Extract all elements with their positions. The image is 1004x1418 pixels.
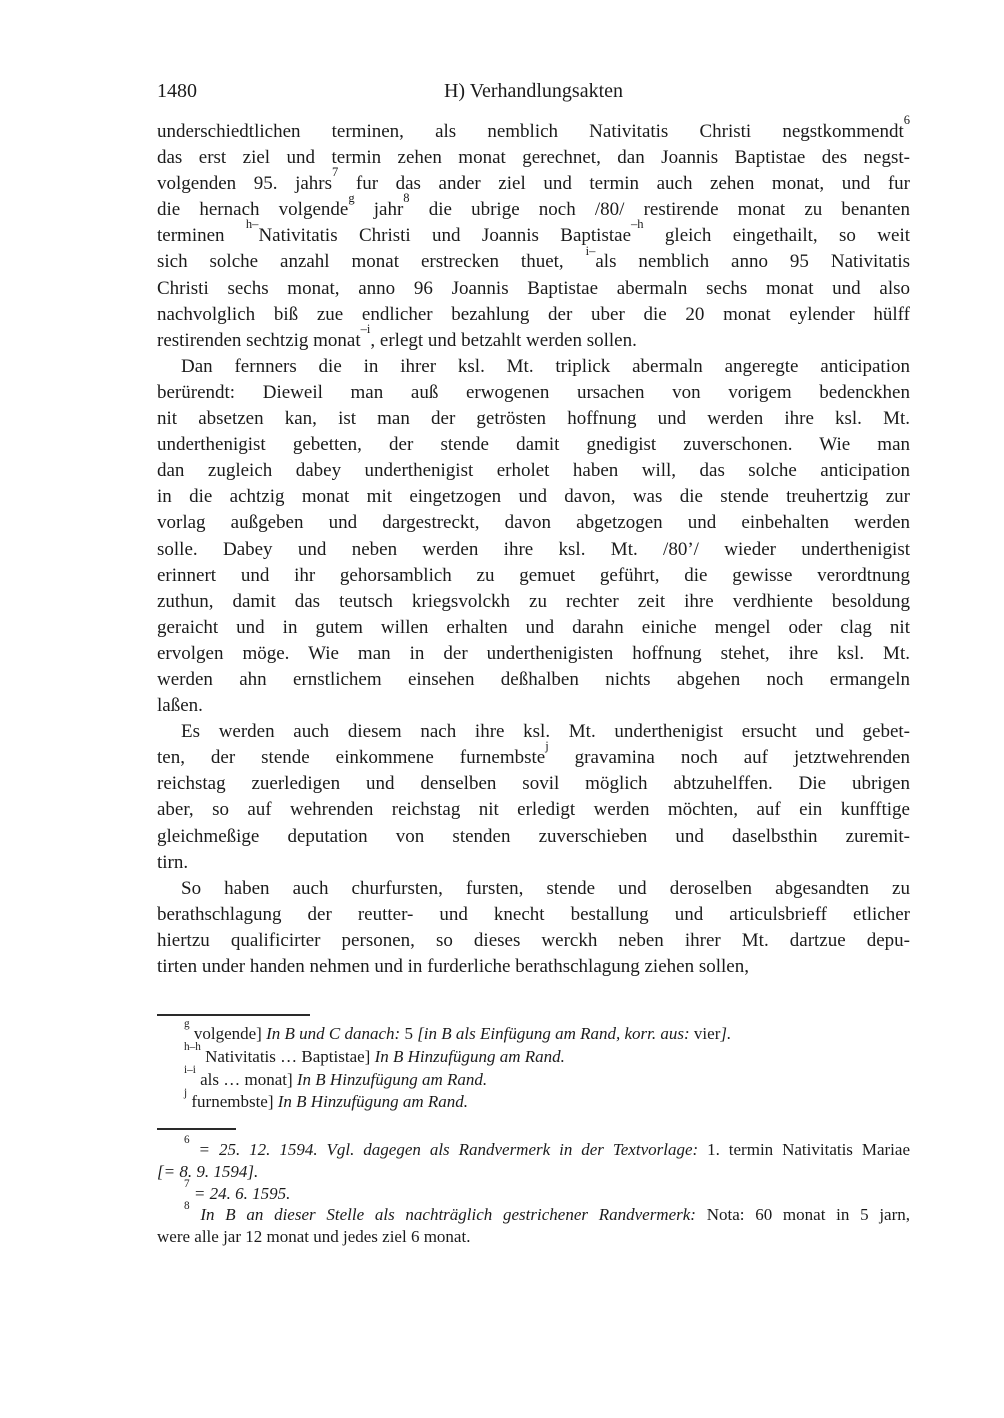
superscript-note-mark: –h	[631, 217, 644, 232]
superscript-note-mark: 6	[184, 1134, 190, 1147]
text-segment: tirten under handen nehmen und in furderliche berathschlagung ziehen sollen,	[157, 956, 749, 977]
superscript-note-mark: g	[184, 1018, 190, 1031]
text-segment: als … monat]	[195, 1069, 297, 1089]
text-segment: Es werden auch diesem nach ihre ksl. Mt. underthenigist ersucht und gebet-	[181, 721, 910, 743]
text-line	[157, 380, 910, 406]
text-segment: were alle jar 12 monat und jedes ziel 6 monat.	[157, 1227, 471, 1247]
text-line	[157, 432, 910, 458]
text-segment: terminen	[157, 225, 246, 247]
text-segment: geraicht und in gutem willen erhalten und darahn einiche mengel oder clag nit	[157, 616, 910, 638]
text-line	[157, 1134, 910, 1161]
superscript-note-mark: 8	[403, 191, 410, 206]
footnote-separator	[157, 1014, 310, 1016]
footnotes-commentary	[157, 1134, 911, 1248]
text-segment: gleich eingethailt, so weit	[643, 225, 910, 247]
running-header: H) Verhandlungsakten	[443, 80, 624, 102]
italic-text: In B an dieser Stelle als nachträglich gestrichener Randvermerk:	[200, 1205, 696, 1225]
text-segment: Nota: 60 monat in 5 jarn,	[695, 1205, 911, 1225]
superscript-note-mark: h–h	[184, 1041, 201, 1054]
italic-text: = 24. 6. 1595.	[193, 1183, 291, 1203]
text-segment: Nativitatis … Baptistae]	[200, 1046, 375, 1066]
text-segment	[190, 1205, 201, 1224]
text-segment: Nativitatis Christi und Joannis Baptistae	[258, 225, 632, 247]
text-line	[157, 719, 910, 745]
text-segment: nachvolglich biß zue endlicher bezahlung der uber die 20 monat eylender hülff	[157, 303, 910, 325]
text-segment: in die achtzig monat mit eingetzogen und davon, was die stende treuhertzig zur	[157, 486, 910, 508]
text-segment: laßen.	[157, 695, 203, 717]
text-segment: 5	[400, 1024, 418, 1043]
text-segment: erinnert und ihr gehorsamblich zu gemuet geführt, die gewisse verordtnung	[157, 564, 910, 586]
body-text	[157, 113, 911, 980]
text-segment: volgenden 95. jahrs	[157, 173, 333, 195]
text-line	[157, 243, 911, 275]
text-segment: solle. Dabey und neben werden ihre ksl. Mt. /80’/ wieder underthenigist	[157, 538, 910, 560]
text-line	[157, 954, 910, 980]
text-line	[157, 771, 910, 797]
text-segment: die hernach volgende	[157, 199, 349, 221]
italic-text: [in B als Einfügung am Rand, korr. aus:	[417, 1024, 690, 1043]
text-segment: hiertzu qualificirter personen, so dieses werckh neben ihrer Mt. dartzue depu-	[157, 929, 910, 951]
text-segment: Dan fernners die in ihrer ksl. Mt. triplick abermaln angeregte anticipation	[181, 355, 910, 377]
text-line	[157, 1086, 910, 1114]
italic-text: ].	[720, 1024, 732, 1043]
text-line	[157, 1161, 910, 1183]
text-line	[157, 276, 910, 302]
text-segment: reichstag zuerledigen und denselben sovil möglich abtzuhelffen. Die ubrigen	[157, 773, 910, 795]
superscript-note-mark: 6	[903, 113, 910, 128]
text-segment: vier	[689, 1024, 721, 1043]
text-segment: ervolgen möge. Wie man in der underthenigisten hoffnung stehet, ihre ksl. Mt.	[157, 642, 910, 664]
text-line	[157, 589, 910, 615]
text-segment: werden ahn ernstlichem einsehen deßhalben nichts abgehen noch ermangeln	[157, 668, 910, 690]
text-segment: 1. termin Nativitatis Mariae	[698, 1140, 910, 1159]
text-segment: das erst ziel und termin zehen monat gerechnet, dan Joannis Baptistae des negst-	[157, 147, 910, 169]
superscript-note-mark: 8	[184, 1199, 190, 1212]
text-segment: zuthun, damit das teutsch kriegsvolckh zu rechter zeit ihre verdhiente besoldung	[157, 590, 910, 612]
text-line	[157, 563, 910, 589]
text-segment: fur das ander ziel und termin auch zehen monat, und fur	[338, 173, 911, 195]
text-line	[157, 1018, 910, 1046]
text-line	[157, 876, 910, 902]
text-line	[157, 406, 910, 432]
text-segment: ten, der stende einkommene furnembste	[157, 747, 546, 769]
italic-text: [= 8. 9. 1594].	[157, 1161, 259, 1181]
text-line	[157, 321, 910, 354]
text-line	[157, 484, 910, 510]
text-line	[157, 113, 910, 145]
text-segment: berathschlagung der reutter- und knecht bestallung und articulsbrieff etlicher	[157, 903, 910, 925]
text-line	[157, 902, 910, 928]
text-segment: volgende]	[189, 1024, 267, 1043]
text-segment: , erlegt und betzahlt werden sollen.	[370, 329, 637, 351]
superscript-note-mark: 7	[332, 165, 339, 180]
text-line	[157, 615, 910, 641]
superscript-note-mark: j	[545, 739, 549, 754]
text-line	[157, 510, 910, 536]
superscript-note-mark: i–	[585, 243, 596, 258]
text-line	[157, 145, 910, 171]
text-line	[157, 302, 910, 328]
superscript-note-mark: i–i	[184, 1063, 196, 1076]
text-segment: tirn.	[157, 851, 189, 873]
italic-text: In B Hinzufügung am Rand.	[277, 1092, 469, 1112]
text-line	[157, 739, 910, 771]
page-number: 1480	[157, 80, 197, 102]
italic-text: In B Hinzufügung am Rand.	[296, 1069, 488, 1089]
italic-text: In B und C danach:	[266, 1024, 401, 1043]
text-line	[157, 1041, 910, 1069]
text-segment: dan zugleich dabey underthenigist erholet haben will, das solche anticipation	[157, 460, 910, 482]
text-line	[157, 797, 910, 823]
text-segment: gleichmeßige deputation von stenden zuverschieben und daselbsthin zuremit-	[157, 825, 910, 847]
page-header	[157, 80, 910, 108]
superscript-note-mark: g	[348, 191, 355, 206]
text-segment: furnembste]	[187, 1092, 278, 1112]
text-line	[157, 667, 910, 693]
text-segment: restirenden sechtzig monat	[157, 329, 361, 351]
text-line	[157, 641, 910, 667]
footnotes-critical-apparatus	[157, 1018, 910, 1114]
text-segment: aber, so auf wehrenden reichstag nit erledigt werden möchten, auf ein kunfftige	[157, 799, 910, 821]
text-segment: jahr	[354, 199, 404, 221]
text-line	[157, 1226, 910, 1248]
text-line	[157, 354, 910, 380]
text-segment: vorlag außgeben und dargestreckt, davon abgetzogen und einbehalten werden	[157, 512, 910, 534]
text-line	[157, 191, 910, 223]
text-segment: nit absetzen kan, ist man der getrösten hoffnung und werden ihre ksl. Mt.	[157, 408, 910, 430]
text-line	[157, 217, 910, 249]
text-line	[157, 1199, 911, 1226]
italic-text: = 25. 12. 1594. Vgl. dagegen als Randvermerk in der Textvorlage:	[198, 1140, 699, 1159]
text-segment: underschiedtlichen terminen, als nemblich Nativitatis Christi negstkommendt	[157, 121, 904, 142]
text-segment: als nemblich anno 95 Nativitatis	[595, 251, 911, 273]
text-line	[157, 693, 910, 719]
text-segment: sich solche anzahl monat erstrecken thuet,	[157, 251, 586, 273]
superscript-note-mark: j	[184, 1086, 188, 1099]
text-segment: underthenigist gebetten, der stende damit gnedigist zuverschonen. Wie man	[157, 434, 910, 456]
superscript-note-mark: h–	[245, 217, 259, 232]
superscript-note-mark: 7	[184, 1177, 190, 1190]
text-line	[157, 850, 910, 876]
text-line	[157, 1177, 910, 1205]
superscript-note-mark: –i	[360, 321, 371, 336]
text-line	[157, 537, 910, 563]
text-segment: Christi sechs monat, anno 96 Joannis Baptistae abermaln sechs monat und also	[157, 277, 910, 299]
italic-text: In B Hinzufügung am Rand.	[374, 1046, 565, 1066]
text-line	[157, 1063, 910, 1092]
text-line	[157, 824, 910, 850]
footnote-separator-2	[157, 1128, 236, 1130]
text-line	[157, 458, 910, 484]
text-segment: So haben auch churfursten, fursten, stende und deroselben abgesandten zu	[181, 877, 910, 899]
text-line	[157, 165, 911, 197]
text-segment: berürendt: Dieweil man auß erwogenen ursachen von vorigem bedenckhen	[157, 381, 910, 403]
text-line	[157, 928, 910, 954]
text-segment	[190, 1140, 199, 1159]
text-segment: gravamina noch auf jetztwehrenden	[548, 747, 910, 769]
text-segment: die ubrige noch /80/ restirende monat zu benanten	[409, 199, 910, 221]
